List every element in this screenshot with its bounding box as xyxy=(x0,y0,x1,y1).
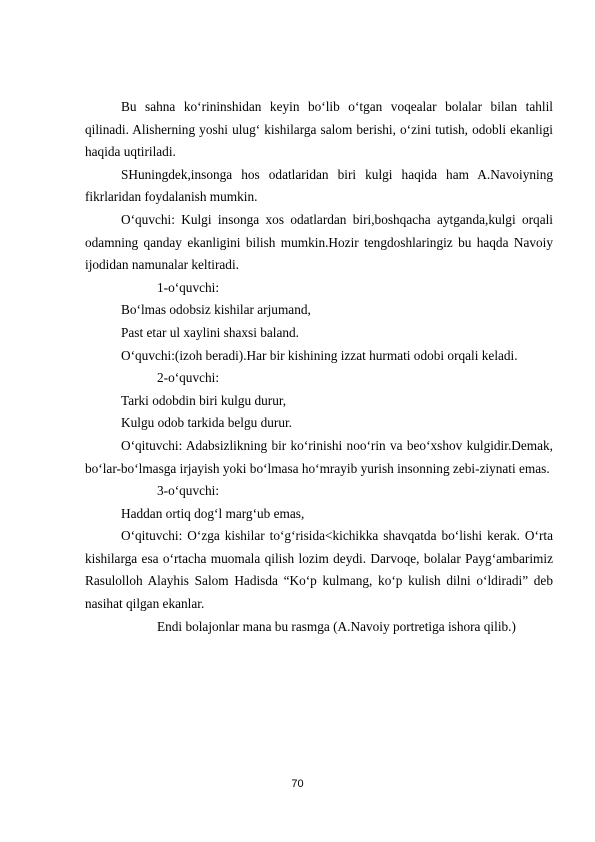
paragraph-portrait-reference: Endi bolajonlar mana bu rasmga (A.Navoiy portretiga ishora qilib.) xyxy=(157,618,516,634)
verse-line-3: Tarki odobdin biri kulgu durur, xyxy=(121,392,287,408)
student-label-2: 2-o‘quvchi: xyxy=(157,370,220,386)
paragraph-teacher-comment-2: O‘qituvchi: O‘zga kishilar to‘g‘risida<kichikka shavqatda bo‘lishi kerak. O‘rta kishilarga esa o‘rtacha muomala qilish lozim deydi. Darvoqe, bolalar Payg‘ambarimiz Rasulolloh Alayhis Salom Hadisda “Ko‘p kulmang, ko‘p kulish dilni o‘ldiradi” deb nasihat qilgan ekanlar. xyxy=(85,528,553,612)
student-label-3: 3-o‘quvchi: xyxy=(157,483,220,499)
page-number: 70 xyxy=(291,778,304,790)
student-comment: O‘quvchi:(izoh beradi).Har bir kishining izzat hurmati odobi orqali keladi. xyxy=(121,347,518,363)
document-body xyxy=(85,96,553,638)
student-label-1: 1-o‘quvchi: xyxy=(157,279,220,295)
verse-line-4: Kulgu odob tarkida belgu durur. xyxy=(121,415,292,431)
paragraph-laughter-intro: SHuningdek,insonga hos odatlaridan biri kulgi haqida ham A.Navoiyning fikrlaridan foydalanish mumkin. xyxy=(85,166,553,205)
paragraph-teacher-comment-1: O‘qituvchi: Adabsizlikning bir ko‘rinishi noo‘rin va beo‘xshov kulgidir.Demak, bo‘lar-bo‘lmasga irjayish yoki bo‘lmasa ho‘mrayib yurish insonning zebi-ziynati emas. xyxy=(85,437,553,476)
verse-line-2: Past etar ul xaylini shaxsi baland. xyxy=(121,324,299,340)
paragraph-student-statement: O‘quvchi: Kulgi insonga xos odatlardan biri,boshqacha aytganda,kulgi orqali odamning qanday ekanligini bilish mumkin.Hozir tengdoshlaringiz bu haqda Navoiy ijodidan namunalar keltiradi. xyxy=(85,211,553,273)
verse-line-5: Haddan ortiq dog‘l marg‘ub emas, xyxy=(121,505,305,521)
verse-line-1: Bo‘lmas odobsiz kishilar arjumand, xyxy=(121,302,311,318)
paragraph-scene-analysis: Bu sahna ko‘rininshidan keyin bo‘lib o‘tgan voqealar bolalar bilan tahlil qilinadi. Alisherning yoshi ulug‘ kishilarga salom berishi, o‘zini tutish, odobli ekanligi haqida uqtiriladi. xyxy=(85,99,553,160)
